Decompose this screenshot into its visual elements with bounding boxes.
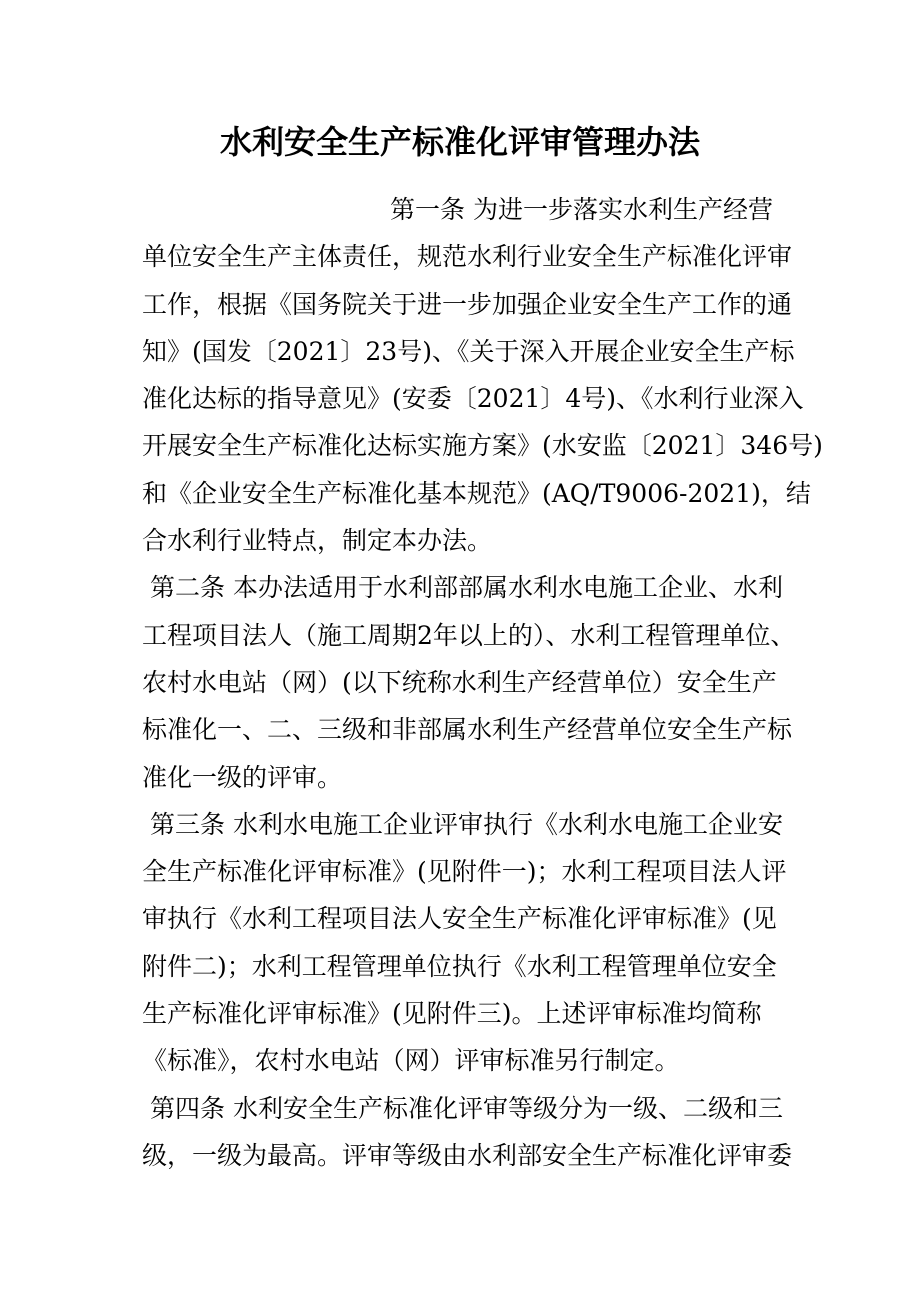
article-1-line-7: 和《企业安全生产标准化基本规范》(AQ/T9006-2021)，结: [142, 478, 811, 508]
article-1-line-6: 开展安全生产标准化达标实施方案》(水安监〔2021〕346号): [142, 431, 823, 461]
article-1-line-2: 单位安全生产主体责任，规范水利行业安全生产标准化评审: [142, 242, 793, 272]
article-2-line-5: 准化一级的评审。: [142, 762, 343, 792]
article-4-line-2: 级，一级为最高。评审等级由水利部安全生产标准化评审委: [142, 1140, 793, 1170]
article-2-line-1: 第二条 本办法适用于水利部部属水利水电施工企业、水利: [150, 573, 783, 603]
article-3-line-5: 生产标准化评审标准》(见附件三)。上述评审标准均简称: [142, 999, 762, 1029]
article-2-line-2: 工程项目法人（施工周期2年以上的）、水利工程管理单位、: [142, 620, 796, 650]
article-2-line-4: 标准化一、二、三级和非部属水利生产经营单位安全生产标: [142, 715, 793, 745]
article-1-line-4: 知》(国发〔2021〕23号)、《关于深入开展企业安全生产标: [142, 336, 795, 366]
article-2-line-3: 农村水电站（网）(以下统称水利生产经营单位）安全生产: [142, 667, 777, 697]
article-3-line-6: 《标准》，农村水电站（网）评审标准另行制定。: [142, 1046, 680, 1076]
document-body: [142, 186, 823, 1179]
article-3-line-2: 全生产标准化评审标准》(见附件一)；水利工程项目法人评: [142, 857, 787, 887]
article-1-line-1: 第一条 为进一步落实水利生产经营: [390, 195, 773, 224]
article-3-line-3: 审执行《水利工程项目法人安全生产标准化评审标准》(见: [142, 904, 777, 934]
article-4-line-1: 第四条 水利安全生产标准化评审等级分为一级、二级和三: [150, 1093, 783, 1123]
article-3-line-4: 附件二)；水利工程管理单位执行《水利工程管理单位安全: [142, 951, 777, 981]
article-1-line-3: 工作，根据《国务院关于进一步加强企业安全生产工作的通: [142, 289, 793, 319]
article-3-line-1: 第三条 水利水电施工企业评审执行《水利水电施工企业安: [150, 809, 783, 839]
article-1-line-5: 准化达标的指导意见》(安委〔2021〕4号)、《水利行业深入: [142, 384, 804, 414]
article-1-line-8: 合水利行业特点，制定本办法。: [142, 526, 493, 556]
document-title: 水利安全生产标准化评审管理办法: [219, 123, 700, 161]
